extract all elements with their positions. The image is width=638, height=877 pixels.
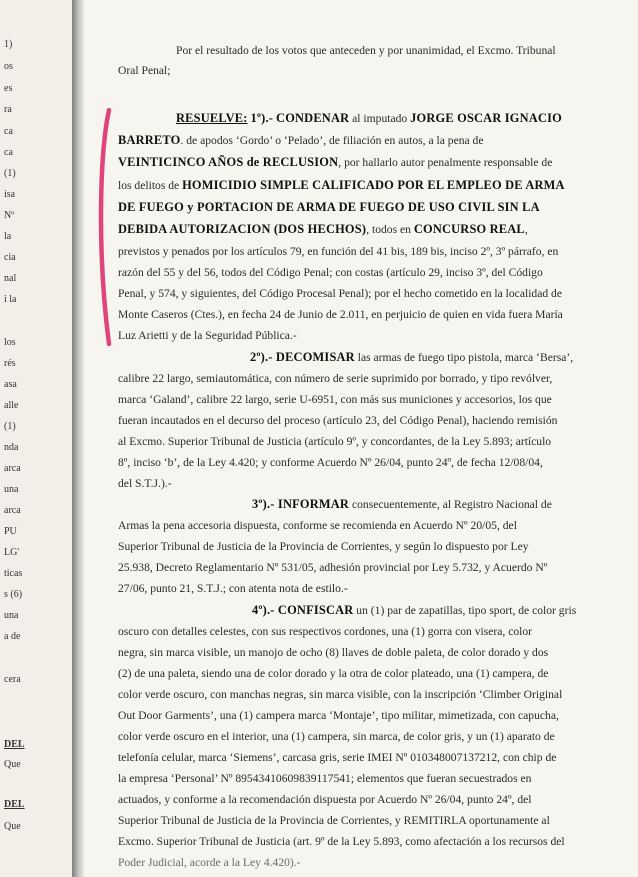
informar-line-3: Superior Tribunal de Justicia de la Provincia de Corrientes, y según lo dispuesto por Ley xyxy=(118,540,529,553)
previous-page-fragment: ra xyxy=(4,104,12,115)
decomisar-line-5: al Excmo. Superior Tribunal de Justicia (artículo 9º, y concordantes, de la Ley 5.893; artículo xyxy=(118,435,552,448)
previous-page-fragment: cia xyxy=(4,252,16,263)
previous-page-fragment: alle xyxy=(4,400,19,411)
defendant-name: JORGE OSCAR IGNACIO xyxy=(410,111,562,125)
previous-page-fragment: 1) xyxy=(4,39,13,50)
pink-margin-mark xyxy=(97,108,113,348)
confiscar-line-13: Poder Judicial, acorde a la Ley 4.420).- xyxy=(118,856,301,869)
book-gutter xyxy=(72,0,84,877)
resuelve-comma: , xyxy=(524,223,528,236)
previous-page-fragment: ticas xyxy=(4,568,23,579)
defendant-surname: BARRETO xyxy=(118,133,181,147)
crime-title-3: DEBIDA AUTORIZACION (DOS HECHOS) xyxy=(118,222,367,236)
previous-page-fragment: los xyxy=(4,337,16,348)
resuelve-text-3: , por hallarlo autor penalmente responsable de xyxy=(338,156,553,169)
informar-line-5: 27/06, punto 21, S.T.J.; con atenta nota de estilo.- xyxy=(118,582,348,595)
item-number-1: 1º).- xyxy=(250,111,274,125)
previous-page-fragment: ca xyxy=(4,126,13,137)
sentence-term: VEINTICINCO AÑOS de RECLUSION xyxy=(118,155,339,169)
resuelve-line-3 xyxy=(118,155,552,170)
previous-page-fragment: DEL xyxy=(4,739,25,750)
confiscar-line-12: Excmo. Superior Tribunal de Justicia (art. 9º de la Ley 5.893, como afectación a los recursos del xyxy=(118,835,565,848)
resuelve-text-6: , todos en xyxy=(366,223,414,236)
decomisar-keyword: 2º).- DECOMISAR xyxy=(250,350,355,364)
previous-page-fragment: una xyxy=(4,610,19,621)
decomisar-line-1 xyxy=(250,350,573,365)
previous-page-fragment: (1) xyxy=(4,421,16,432)
informar-keyword: 3º).- INFORMAR xyxy=(252,497,350,511)
previous-page-fragment: nal xyxy=(4,273,17,284)
resuelve-line-6 xyxy=(118,222,528,237)
previous-page-fragment: la xyxy=(4,231,12,242)
resuelve-line-2 xyxy=(118,133,484,148)
resuelve-line-5 xyxy=(118,200,540,215)
informar-line-2: Armas la pena accesoria dispuesta, conforme se recomienda en Acuerdo Nº 20/05, del xyxy=(118,519,517,532)
decomisar-line-3: marca ‘Galand’, calibre 22 largo, serie U-6951, con más sus municiones y accesorios, los que xyxy=(118,393,552,406)
informar-text-1: consecuentemente, al Registro Nacional de xyxy=(349,498,552,511)
previous-page-fragment: s (6) xyxy=(4,589,23,600)
informar-line-1 xyxy=(252,497,552,512)
confiscar-text-1: un (1) par de zapatillas, tipo sport, de color gris xyxy=(353,604,577,617)
previous-page-fragment: arca xyxy=(4,463,21,474)
previous-page-fragment: Que xyxy=(4,821,21,832)
resuelve-line-7: previstos y penados por los artículos 79, en función del 41 bis, 189 bis, inciso 2º, 3º párrafo, en xyxy=(118,245,559,258)
previous-page-fragment: i la xyxy=(4,294,17,305)
decomisar-line-2: calibre 22 largo, semiautomática, con número de serie suprimido por borrado, y tipo revólver, xyxy=(118,372,553,385)
intro-line-1: Por el resultado de los votos que anteceden y por unanimidad, el Excmo. Tribunal xyxy=(176,44,556,57)
resuelve-line-1 xyxy=(176,111,562,126)
previous-page-fragment: una xyxy=(4,484,19,495)
confiscar-line-3: negra, sin marca visible, un manojo de ocho (8) llaves de doble paleta, de color dorado y dos xyxy=(118,646,549,659)
confiscar-line-7: color verde oscuro en el interior, una (1) campera, sin marca, de color gris, y un (1) aparato de xyxy=(118,730,555,743)
decomisar-text-1: las armas de fuego tipo pistola, marca ‘Bersa’, xyxy=(354,351,574,364)
informar-line-4: 25.938, Decreto Reglamentario Nº 531/05, adhesión provincial por Ley 5.732, y Acuerdo Nº xyxy=(118,561,548,574)
confiscar-line-10: actuados, y conforme a la recomendación dispuesta por Acuerdo Nº 26/04, punto 24º, del xyxy=(118,793,532,806)
confiscar-line-1 xyxy=(252,603,576,618)
confiscar-line-5: color verde oscuro, con manchas negras, sin marca visible, con la inscripción ‘Climber Original xyxy=(118,688,563,701)
previous-page-fragment: rés xyxy=(4,358,16,369)
previous-page-fragment: nda xyxy=(4,442,19,453)
concurso-real: CONCURSO REAL xyxy=(413,222,525,236)
confiscar-line-8: telefonía celular, marca ‘Siemens’, carcasa gris, serie IMEI Nº 010348007137212, con chip de xyxy=(118,751,557,764)
previous-page-fragment: DEL xyxy=(4,799,25,810)
previous-page-fragment: cera xyxy=(4,674,21,685)
previous-page-edge xyxy=(0,0,73,877)
confiscar-line-6: Out Door Garments’, una (1) campera marca ‘Montaje’, tipo militar, mimetizada, con capucha, xyxy=(118,709,559,722)
previous-page-fragment: Nº xyxy=(4,210,15,221)
previous-page-fragment: asa xyxy=(4,379,17,390)
confiscar-keyword: 4º).- CONFISCAR xyxy=(252,603,354,617)
resuelve-text-4: los delitos de xyxy=(118,179,183,192)
resuelve-text-1: al imputado xyxy=(352,112,408,125)
confiscar-line-2: oscuro con detalles celestes, con sus respectivos cordones, una (1) gorra con visera, color xyxy=(118,625,533,638)
previous-page-fragment: ca xyxy=(4,147,13,158)
previous-page-fragment: a de xyxy=(4,631,21,642)
previous-page-fragment: LG' xyxy=(4,547,20,558)
crime-title-1: HOMICIDIO SIMPLE CALIFICADO POR EL EMPLEO DE ARMA xyxy=(182,178,565,192)
resuelve-line-8: razón del 55 y del 56, todos del Código Penal; con costas (artículo 29, inciso 3º, del Código xyxy=(118,266,543,279)
resuelve-text-2: . de apodos ‘Gordo’ o ‘Pelado’, de filiación en autos, a la pena de xyxy=(180,134,484,147)
previous-page-fragment: os xyxy=(4,61,13,72)
crime-title-2: DE FUEGO y PORTACION DE ARMA DE FUEGO DE USO CIVIL SIN LA xyxy=(118,200,540,214)
resuelve-line-10: Monte Caseros (Ctes.), en fecha 24 de Junio de 2.011, en perjuicio de quien en vida fuera María xyxy=(118,308,563,321)
previous-page-fragment: Que xyxy=(4,759,21,770)
resuelve-line-9: Penal, y 574, y siguientes, del Código Procesal Penal); por el hecho cometido en la localidad de xyxy=(118,287,562,300)
condenar-keyword: CONDENAR xyxy=(276,111,350,125)
decomisar-line-7: del S.T.J.).- xyxy=(118,477,172,490)
confiscar-line-11: Superior Tribunal de Justicia de la Provincia de Corrientes, y REMITIRLA oportunamente al xyxy=(118,814,550,827)
previous-page-fragment: arca xyxy=(4,505,21,516)
resuelve-line-4 xyxy=(118,178,565,193)
document-page xyxy=(84,0,638,877)
intro-line-2: Oral Penal; xyxy=(118,64,171,77)
confiscar-line-9: la empresa ‘Personal’ Nº 89543410609839117541; elementos que fueran secuestrados en xyxy=(118,772,532,785)
resuelve-line-11: Luz Arietti y de la Seguridad Pública.- xyxy=(118,329,297,342)
decomisar-line-4: fueran incautados en el decurso del proceso (artículo 23, del Código Penal), haciendo remisión xyxy=(118,414,558,427)
decomisar-line-6: 8º, inciso ‘b’, de la Ley 4.420; y conforme Acuerdo Nº 26/04, punto 24º, de fecha 12/08/04, xyxy=(118,456,543,469)
previous-page-fragment: (1) xyxy=(4,168,16,179)
confiscar-line-4: (2) de una paleta, siendo una de color dorado y la otra de color plateado, una (1) campera, de xyxy=(118,667,549,680)
previous-page-fragment: PU xyxy=(4,526,17,537)
previous-page-fragment: isa xyxy=(4,189,16,200)
resuelve-heading: RESUELVE: xyxy=(176,111,248,125)
previous-page-fragment: es xyxy=(4,83,13,94)
